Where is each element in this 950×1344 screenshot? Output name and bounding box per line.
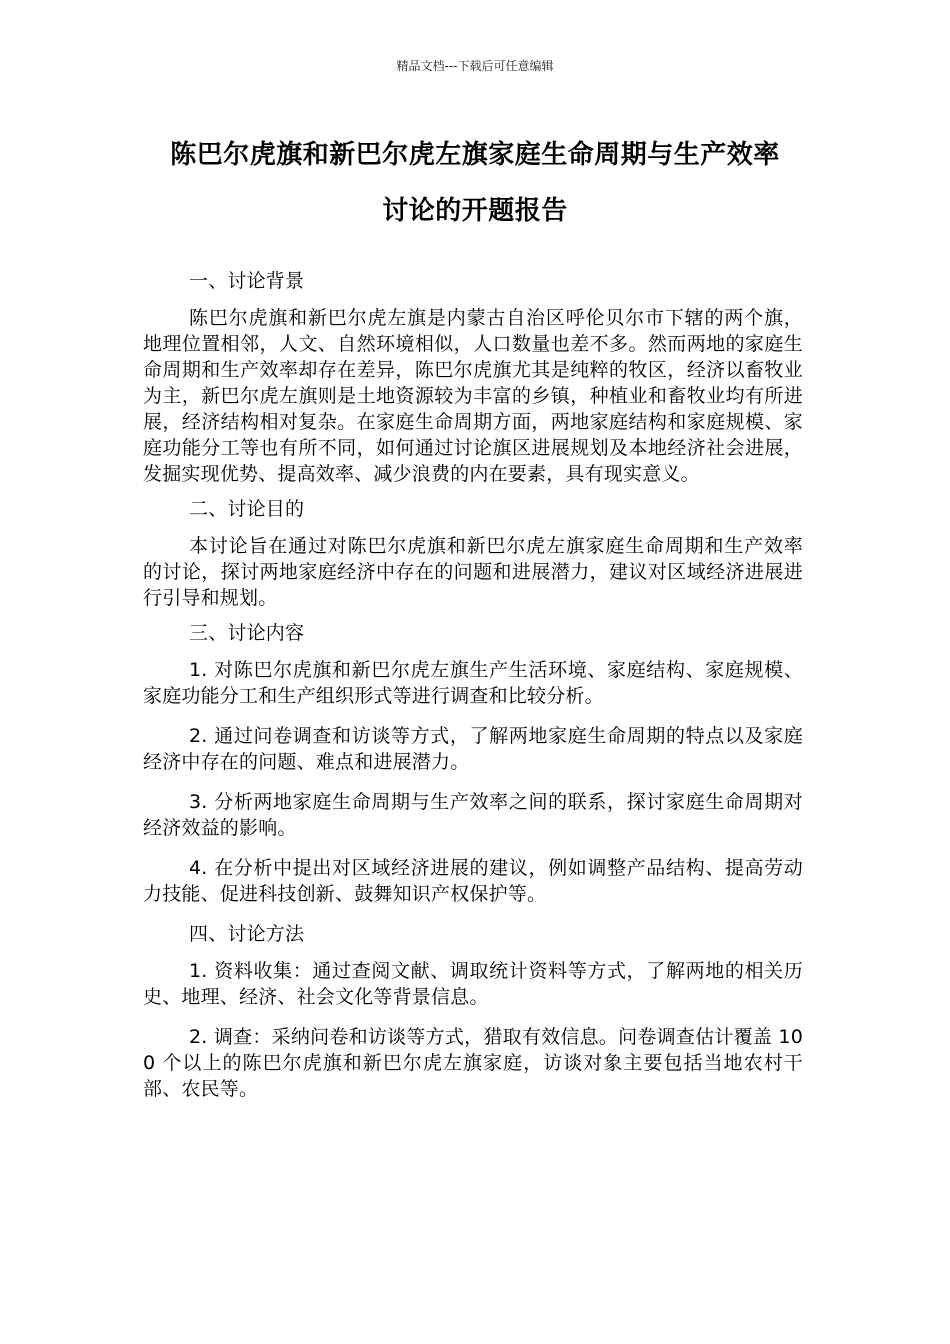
methods-item-2: 2. 调查：采纳问卷和访谈等方式，猎取有效信息。问卷调查估计覆盖 100 个以上的陈巴尔虎旗和新巴尔虎左旗家庭，访谈对象主要包括当地农村干部、农民等。: [143, 1026, 803, 1100]
methods-item-1: 1. 资料收集：通过查阅文献、调取统计资料等方式，了解两地的相关历史、地理、经济、社会文化等背景信息。: [143, 960, 803, 1008]
content-item-3: 3. 分析两地家庭生命周期与生产效率之间的联系，探讨家庭生命周期对经济效益的影响。: [143, 791, 803, 839]
content-item-2: 2. 通过问卷调查和访谈等方式，了解两地家庭生命周期的特点以及家庭经济中存在的问题、难点和进展潜力。: [143, 725, 803, 773]
content-item-1: 1. 对陈巴尔虎旗和新巴尔虎左旗生产生活环境、家庭结构、家庭规模、家庭功能分工和生产组织形式等进行调查和比较分析。: [143, 659, 803, 707]
section-heading-background: 一、讨论背景: [189, 270, 305, 292]
document-body: [143, 268, 803, 1111]
document-title-line-2: 讨论的开题报告: [382, 196, 568, 226]
section-heading-methods: 四、讨论方法: [189, 923, 305, 945]
section-heading-content: 三、讨论内容: [189, 622, 305, 644]
purpose-paragraph: 本讨论旨在通过对陈巴尔虎旗和新巴尔虎左旗家庭生命周期和生产效率的讨论，探讨两地家庭经济中存在的问题和进展潜力，建议对区域经济进展进行引导和规划。: [143, 535, 803, 609]
page-header-note: 精品文档---下载后可任意编辑: [396, 59, 554, 73]
document-title-line-1: 陈巴尔虎旗和新巴尔虎左旗家庭生命周期与生产效率: [170, 140, 780, 170]
background-paragraph: 陈巴尔虎旗和新巴尔虎左旗是内蒙古自治区呼伦贝尔市下辖的两个旗，地理位置相邻，人文、自然环境相似，人口数量也差不多。然而两地的家庭生命周期和生产效率却存在差异，陈巴尔虎旗尤其是纯粹的牧区，经济以畜牧业为主，新巴尔虎左旗则是土地资源较为丰富的乡镇，种植业和畜牧业均有所进展，经济结构相对复杂。在家庭生命周期方面，两地家庭结构和家庭规模、家庭功能分工等也有所不同，如何通过讨论旗区进展规划及本地经济社会进展，发掘实现优势、提高效率、减少浪费的内在要素，具有现实意义。: [143, 307, 803, 485]
content-item-4: 4. 在分析中提出对区域经济进展的建议，例如调整产品结构、提高劳动力技能、促进科技创新、鼓舞知识产权保护等。: [143, 857, 803, 905]
section-heading-purpose: 二、讨论目的: [189, 498, 305, 520]
